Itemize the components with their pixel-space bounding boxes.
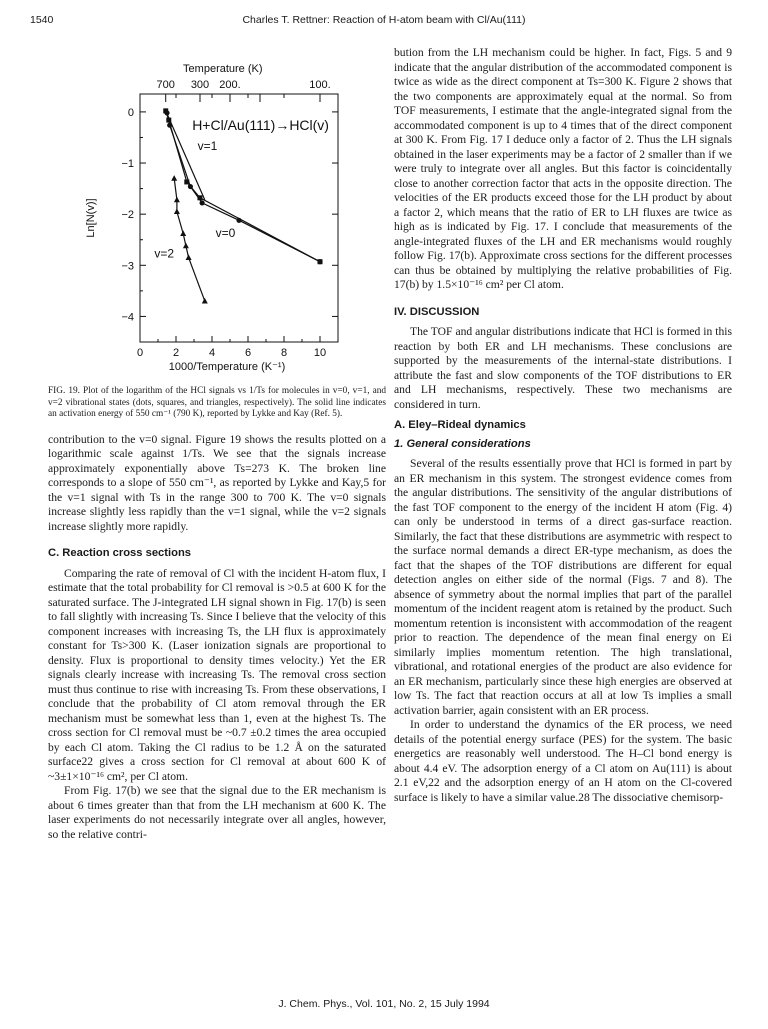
y-tick-label: −3 (121, 260, 134, 273)
right-column (394, 46, 732, 805)
data-point-dot (236, 218, 241, 223)
data-point-triangle (183, 243, 189, 249)
x-tick-label: 4 (208, 347, 216, 359)
paragraph: Comparing the rate of removal of Cl with the incident H-atom flux, I estimate that the total probability for Cl removal is >0.5 at 600 K for the saturated surface. The J-integrated LH signal shown in Fig. 17(b) is seen to fall slightly with increasing Ts. Since I believe that the velocity of this component increases with increasing Ts, the LH flux is approximately constant for Ts>300 K. (Laser ionization signals are proportional to density. Flux is proportional to density times velocity.) Yet the ER signals clearly increase with increasing Ts. The removal cross section must thus continue to rise with increasing Ts. From these observations, I conclude that the probability of Cl atom removal through the ER mechanism must be somewhat less than 1, even at the highest Ts. The cross section for Cl removal must be ~0.7 ±0.2 times the area occupied by each Cl atom. Taking the Cl radius to be 1.2 Å on the saturated surface22 gives a cross section for Cl removal at about 600 K of ~3±1×10⁻¹⁶ cm², per Cl atom. (48, 566, 386, 783)
chart-title: H+Cl/Au(111)→HCl(v) (192, 116, 329, 133)
top-tick-label: 300 (190, 79, 210, 91)
x-tick-label: 0 (136, 347, 144, 359)
data-point-dot (167, 123, 172, 128)
data-point-triangle (174, 197, 180, 203)
x-axis-label: 1000/Temperature (K⁻¹) (168, 361, 286, 373)
subsection-heading: A. Eley–Rideal dynamics (394, 419, 526, 431)
top-tick-label: 200. (219, 79, 241, 91)
left-column (48, 46, 386, 842)
running-head: Charles T. Rettner: Reaction of H-atom beam with Cl/Au(111) (242, 14, 526, 26)
paragraph: contribution to the v=0 signal. Figure 19 shows the results plotted on a logarithmic scale against 1/Ts. We see that the signals increase approximately exponentially above Ts=273 K. The broken line corresponds to a slope of 550 cm⁻¹, as reported by Lykke and Kay,5 for the v=1 signal with Ts in the range 300 to 700 K. The v=0 signals increase slightly less rapidly than the v=1 signal, while the v=2 signals increase slightly more rapidly. (48, 432, 386, 533)
data-point-triangle (186, 254, 192, 260)
data-point-dot (164, 110, 169, 115)
top-tick-label: 100. (309, 79, 331, 91)
paragraph: In order to understand the dynamics of the ER process, we need details of the potential energy surface (PES) for the system. The basic energetics are reasonably well understood. The H–Cl bond energy is about 4.4 eV. The adsorption energy of a Cl atom on Au(111) is about 2.1 eV,22 and the adsorption energy of an H atom on the Cl-covered surface is likely to have a similar value.28 The dissociative chemisorp- (394, 718, 732, 804)
paragraph: bution from the LH mechanism could be higher. In fact, Figs. 5 and 9 indicate that the angular distribution of the accommodated component is twice as wide as the direct component at Ts=300 K. Figure 2 shows that the two components are approximately equal at the normal. So from TOF measurements, I estimate that the angle-integrated signal from the accommodated component is up to 4 times that of the direct component at 300 K. From Fig. 17 I deduce only a factor of 2. Thus the LH signals obtained in the laser experiments may be a factor of 2 smaller than if we were truly to integrate over all angles. But this factor is coincidentally close to another correction factor that acts in the opposite direction. The velocities of the ER products exceed those for the LH product by about a factor 2, which means that the ratio of ER to LH fluxes are twice as high as is indicated by Fig. 17. I conclude that measurements of the angle-integrated fluxes of the LH and ER mechanisms would roughly follow Fig. 17(b). Approximate cross sections for the different processes can thus be obtained by multiplying the relative probabilities of Fig. 17(b) by 1.5×10⁻¹⁶ cm² per Cl atom. (394, 46, 732, 291)
paragraph: The TOF and angular distributions indicate that HCl is formed in this reaction by both ER and LH mechanisms. These conclusions are supported by the measurements of the internal-state distributions. I attribute the fast and slow components of the TOF distributions to ER and LH mechanisms, respectively. These two mechanisms are considered in turn. (394, 325, 732, 411)
data-point-dot (188, 184, 193, 189)
data-point-triangle (180, 230, 186, 236)
y-tick-label: −4 (121, 311, 134, 324)
y-axis-label: Ln[N(v)] (85, 198, 97, 238)
data-point-triangle (202, 298, 208, 304)
section-heading: IV. DISCUSSION (394, 305, 480, 318)
data-point-dot (200, 200, 205, 205)
top-axis-label: Temperature (K) (183, 63, 263, 75)
data-point-dot (317, 259, 322, 264)
page-number: 1540 (30, 14, 54, 26)
section-heading: C. Reaction cross sections (48, 547, 192, 559)
paragraph: Several of the results essentially prove that HCl is formed in part by an ER mechanism in this system. The strongest evidence comes from the angular distributions. The sensitivity of the angular distributions of the fast TOF component to the energy of the incident H atom (Fig. 4) can only be understood in terms of a direct gas-surface reaction. Similarly, the fact that these distributions are asymmetric with respect to the surface normal demands a direct ER-type mechanism, as does the fact that the shapes of the TOF distributions are different for equal detection angles on either side of the normal (Figs. 7 and 8). The absence of symmetry about the normal implies that part of the parallel momentum of the incident reagent atom is retained by the product. Such momentum retention is inconsistent with accommodation of the reagent prior to reaction. The dependence of the mean final energy on Ei similarly implies momentum retention. The high translational, vibrational, and rotational energies of the product are also evidence for an ER mechanism, particularly since these high energies are observed at low Ts. The fact that reaction occurs at all at low Ts implies a small activation barrier, again consistent with an ER process. (394, 457, 732, 717)
series-label: v=2 (154, 246, 175, 261)
y-tick-label: −2 (121, 209, 134, 222)
paragraph: From Fig. 17(b) we see that the signal due to the ER mechanism is about 6 times greater than that from the LH mechanism at 600 K. The laser experiments do not necessarily integrate over all angles, however, so the relative contri- (48, 784, 386, 841)
top-tick-label: 700 (156, 79, 175, 91)
x-tick-label: 2 (172, 347, 180, 359)
chart-svg (48, 46, 386, 386)
series-label: v=1 (197, 139, 218, 154)
series-label: v=0 (215, 226, 236, 241)
data-point-triangle (174, 208, 180, 214)
page-footer: J. Chem. Phys., Vol. 101, No. 2, 15 July 1994 (278, 998, 490, 1010)
x-tick-label: 8 (280, 347, 288, 359)
figure-19 (48, 46, 386, 386)
data-point-triangle (171, 175, 177, 181)
figure-caption: FIG. 19. Plot of the logarithm of the HCl signals vs 1/Ts for molecules in v=0, v=1, and v=2 vibrational states (dots, squares, and triangles, respectively). The solid line indicates an activation energy of 550 cm⁻¹ (790 K), reported by Lykke and Kay (Ref. 5). (48, 386, 386, 419)
y-tick-label: 0 (127, 106, 134, 119)
x-tick-label: 10 (313, 347, 327, 359)
subsubsection-heading: 1. General considerations (394, 437, 531, 450)
x-tick-label: 6 (244, 347, 252, 359)
y-tick-label: −1 (121, 158, 134, 171)
page-header (0, 14, 768, 30)
